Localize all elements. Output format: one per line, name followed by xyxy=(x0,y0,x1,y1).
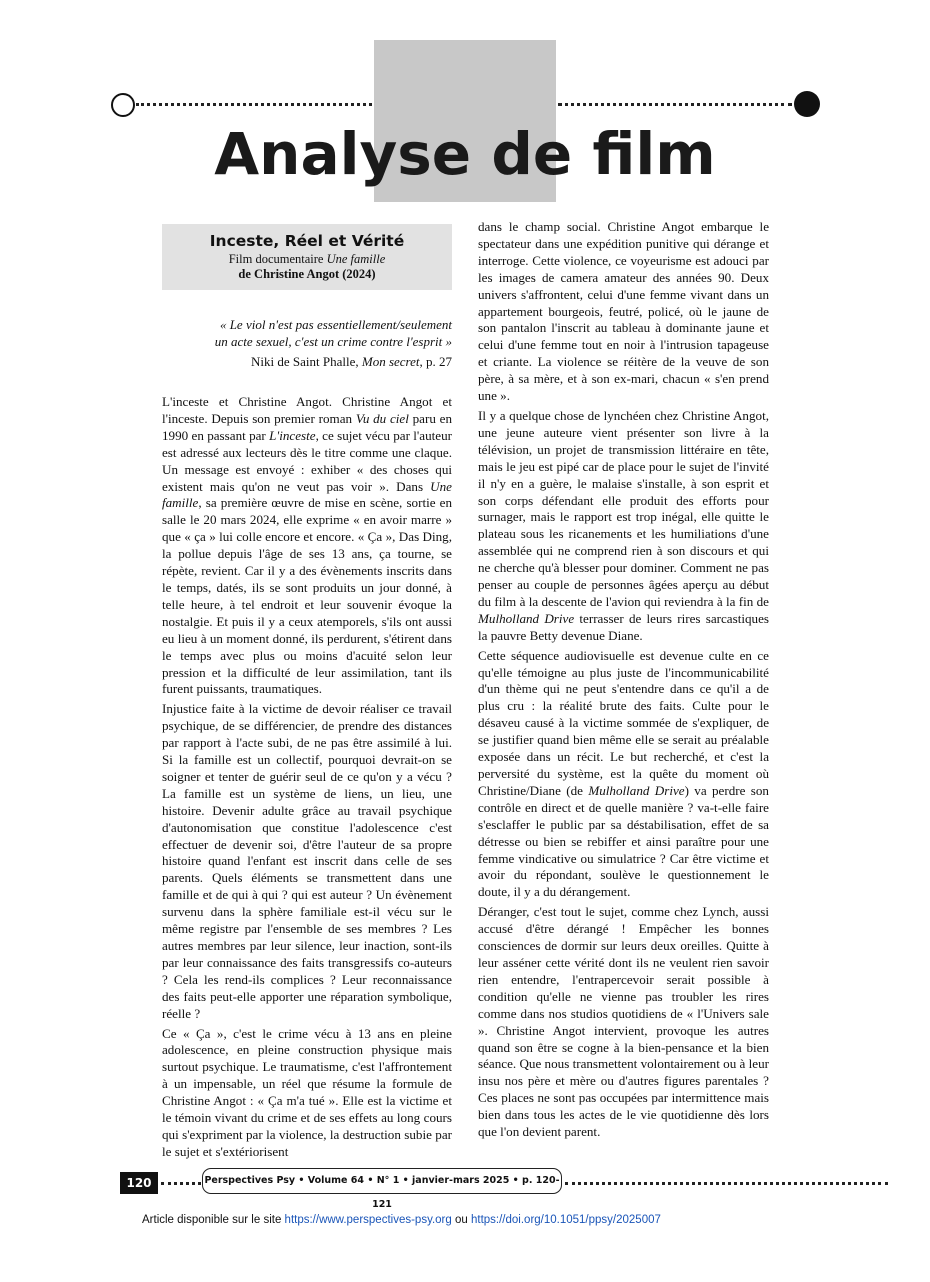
epigraph-author: Niki de Saint Phalle, xyxy=(251,354,362,369)
subtitle-text: Film documentaire xyxy=(228,252,327,266)
body-paragraph: Injustice faite à la victime de devoir réaliser ce travail psychique, de se différencier, de prendre des distances par rapport à l'acte subi, de ne pas être assimilé à lui. Si la famille est un collectif, pourquoi devrait-on se soigner et tenter de guérir seul de ce qu'on y a vécu ? La famille est un système de liens, un lieu, une histoire. Devenir adulte grâce au travail psychique d'autonomisation que constitue l'adolescence c'est effectuer de devenir soi, d'être l'auteur de sa propre histoire quand l'enfant est inscrit dans celle de ses parents. Quels éléments se transmettent dans une famille et de qui à qui ? qui est auteur ? Un évènement survenu dans la sphère familiale est-il vécu sur le même registre par l'ensemble de ses membres ? Les autres membres par leur silence, leur inaction, sont-ils par leur connaissance des faits transgressifs co-auteurs ? Cela les rend-ils complices ? Leur reconnaissance des faits peut-elle apporter une réparation symbolique, réelle ? xyxy=(162,701,452,1021)
journal-citation: Perspectives Psy • Volume 64 • N° 1 • janvier-mars 2025 • p. 120-121 xyxy=(202,1168,562,1194)
epigraph-source xyxy=(170,353,452,370)
filled-circle-ornament xyxy=(794,91,820,117)
availability-prefix: Article disponible sur le site xyxy=(142,1214,285,1226)
footer-dotted-rule-left xyxy=(161,1182,201,1185)
epigraph xyxy=(170,316,452,370)
article-author-line: de Christine Angot (2024) xyxy=(238,267,376,281)
body-paragraph: Déranger, c'est tout le sujet, comme chez Lynch, aussi accusé d'être dérangé ! Empêcher les bonnes consciences de dormir sur leurs deux oreilles. Quitte à leur asséner cette vérité dont ils ne veulent rien savoir rien entendre, l'entrapercevoir serait possible à condition qu'elle ne vienne pas troubler les rires comme dans nos studios quotidiens de « l'Univers sale ». Christine Angot intervient, provoque les autres quand son être se cogne à la bien-pensance et la bien séance. Que nous transmettent volontairement ou à leur insu nos père et mère ou d'autres figures parentales ? Ces places ne sont pas occupées par intermittence mais bien dans tous les actes de le vie quotidienne dès lors que l'on devient parent. xyxy=(478,904,769,1140)
header-dotted-rule-right xyxy=(558,103,792,106)
availability-mid: ou xyxy=(451,1214,471,1226)
article-subtitle xyxy=(162,252,452,267)
body-paragraph: Il y a quelque chose de lynchéen chez Christine Angot, une jeune auteure vient présenter son livre à la télévision, un projet de transmission littéraire en tête, mais le jeu est pipé car de place pour le sujet de l'invité il n'y en a guère, le malaise s'installe, à son esprit et son corps défendant elle produit des efforts pour surnager, mais le rapport est trop inégal, elle quitte le plateau sous les ricanements et les humiliations d'une assemblée qui ne comprend rien à son discours et qui ne cherche qu'à blesser pour dominer. Comment ne pas penser au couple de personnes âgées aperçu au début du film à la descente de l'avion qui reviendra à la fin de Mulholland Drive terrasser de leurs rires sarcastiques la pauvre Betty devenue Diane. xyxy=(478,407,769,643)
page-title: Analyse de film xyxy=(214,120,716,188)
body-paragraph: L'inceste et Christine Angot. Christine Angot et l'inceste. Depuis son premier roman Vu du ciel paru en 1990 en passant par L'inceste, ce sujet vécu par l'auteur est adressé aux lecteurs dès le titre comme une claque. Un message est envoyé : exhiber « des choses qui existent mais qu'on ne veut pas voir ». Dans Une famille, sa première œuvre de mise en scène, sortie en salle le 20 mars 2024, elle exprime « en avoir marre » que « ça » lui colle encore et encore. « Ça », Das Ding, la pollue depuis l'âge de ses 13 ans, ça tourne, se répète, revient. Car il y a des évènements inscrits dans le temps, datés, ils se sont produits un jour donné, à telle heure, à tel endroit et leur souvenir évoque la nostalgie. Et puis il y a ceux atemporels, s'ils ont aussi eu lieu à un moment donné, ils perdurent, s'étirent dans le temps avec plus ou moins d'acuité selon leur pression et la difficulté de leur assimilation, tant ils furent puissants, traumatiques. xyxy=(162,394,452,697)
article-title: Inceste, Réel et Vérité xyxy=(209,232,405,250)
header-dotted-rule-left xyxy=(136,103,372,106)
site-link[interactable]: https://www.perspectives-psy.org xyxy=(284,1214,452,1226)
body-paragraph: dans le champ social. Christine Angot embarque le spectateur dans une expédition punitive qui dérange et interroge. Cette violence, ce voyeurisme est adouci par les images de camera amateur des années 90. Deux univers s'affrontent, celui d'une femme vivant dans un appartement bourgeois, feutré, policé, où le jaune de son pantalon l'inscrit au tableau à dominante jaune et celui d'une femme tout en noir à l'intrusion tapageuse et criante. La violence se réitère de la veuve de son père, à sa mère, et à son ex-mari, chacun « s'en prend une ». xyxy=(478,219,769,404)
epigraph-quote-line1: « Le viol n'est pas essentiellement/seulement xyxy=(219,317,452,332)
doi-link[interactable]: https://doi.org/10.1051/ppsy/2025007 xyxy=(470,1214,661,1226)
epigraph-quote-line2: un acte sexuel, c'est un crime contre l'esprit » xyxy=(214,334,452,349)
epigraph-page: , p. 27 xyxy=(419,354,452,369)
body-column-right xyxy=(478,219,769,1144)
availability-note xyxy=(142,1214,842,1226)
epigraph-work: Mon secret xyxy=(361,354,420,369)
open-circle-ornament xyxy=(111,93,135,117)
body-column-left xyxy=(162,394,452,1164)
body-paragraph: Ce « Ça », c'est le crime vécu à 13 ans en pleine adolescence, en pleine construction physique mais surtout psychique. Le traumatisme, c'est l'affrontement à un impensable, un réel que résume la formule de Christine Angot : « Ça m'a tué ». Elle est la victime et le témoin vivant du crime et de ses effets au long cours qui s'expriment par la violence, la destruction subie par le sujet et s'extériorisent xyxy=(162,1025,452,1159)
body-paragraph: Cette séquence audiovisuelle est devenue culte en ce qu'elle témoigne au plus juste de l'incommunicabilité d'un thème qui ne peut s'entendre dans ce qu'il a de plus cru : la réalité brute des faits. Culte pour le désaveu causé à la victime sommée de s'expliquer, de se justifier quand bien même elle se serait au préalable exposée dans un récit. Le but recherché, et c'est la perversité du système, est la quête du moment où Christine/Diane (de Mulholland Drive) va perdre son contrôle en direct et de quelle manière ? va-t-elle faire s'esclaffer le public par sa déstabilisation, effet de sa détresse ou bien se rebiffer et ainsi paraître pour une femme vindicative ou simulatrice ? Car être victime et avoir du répondant, soulève le questionnement le doute, il y a du dérangement. xyxy=(478,647,769,900)
article-heading-box xyxy=(162,224,452,290)
page-number: 120 xyxy=(120,1172,158,1194)
film-title: Une famille xyxy=(326,252,386,266)
footer-dotted-rule-right xyxy=(565,1182,888,1185)
